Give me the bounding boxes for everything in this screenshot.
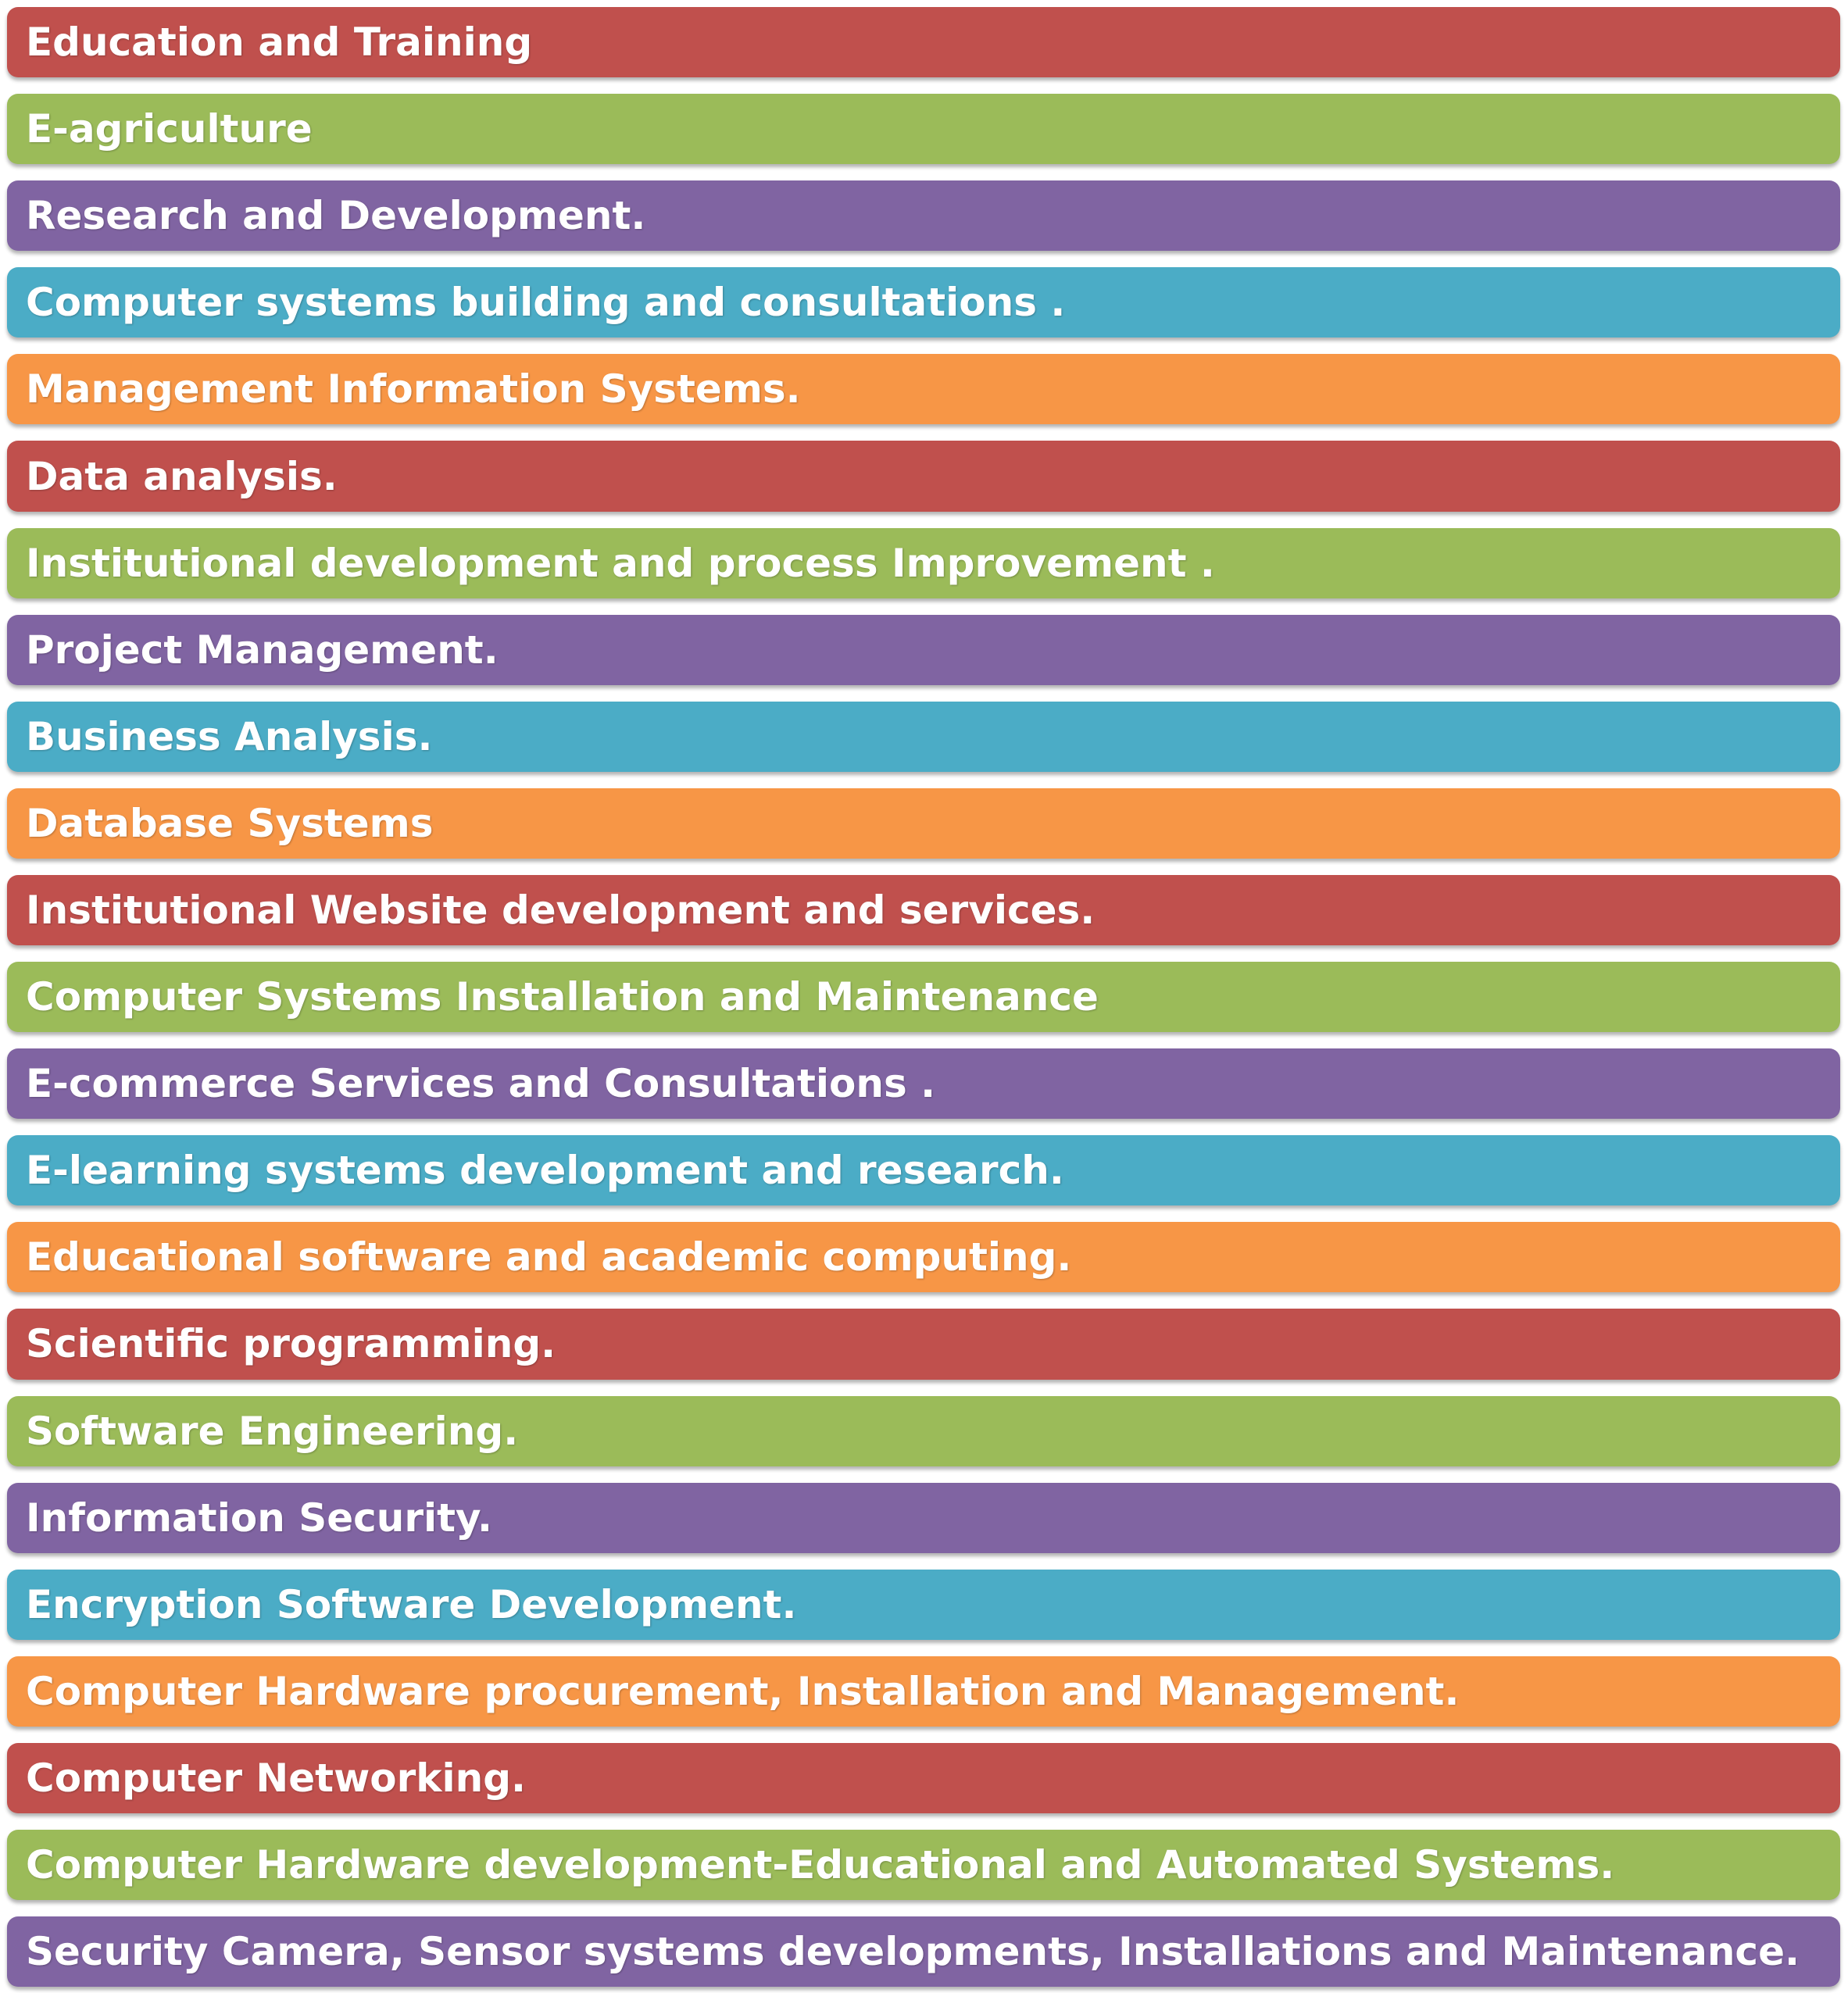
- list-item: [7, 441, 1840, 511]
- list-item: [7, 1743, 1840, 1813]
- list-item-label: Institutional development and process Improvement .: [26, 540, 1215, 586]
- list-item-label: Security Camera, Sensor systems developments, Installations and Maintenance.: [26, 1929, 1800, 1975]
- list-item-label: Educational software and academic computing.: [26, 1234, 1072, 1280]
- list-item: [7, 1048, 1840, 1119]
- list-item: [7, 1222, 1840, 1292]
- list-item: [7, 788, 1840, 859]
- list-item-label: E-commerce Services and Consultations .: [26, 1061, 936, 1107]
- list-item: [7, 1309, 1840, 1379]
- list-item-label: Management Information Systems.: [26, 366, 801, 413]
- list-item-label: Computer Networking.: [26, 1755, 527, 1801]
- services-list: [7, 7, 1840, 1987]
- list-item-label: Software Engineering.: [26, 1408, 519, 1454]
- list-item-label: Data analysis.: [26, 453, 338, 499]
- list-item: [7, 615, 1840, 685]
- list-item: [7, 875, 1840, 945]
- list-item-label: Computer Systems Installation and Maintenance: [26, 974, 1099, 1020]
- list-item-label: Information Security.: [26, 1495, 493, 1541]
- list-item: [7, 1656, 1840, 1727]
- list-item-label: Computer systems building and consultations .: [26, 280, 1066, 326]
- list-item-label: Computer Hardware development-Educational and Automated Systems.: [26, 1842, 1615, 1888]
- list-item-label: Business Analysis.: [26, 713, 433, 759]
- list-item-label: Education and Training: [26, 20, 533, 66]
- list-item: [7, 267, 1840, 338]
- list-item: [7, 1916, 1840, 1987]
- list-item-label: Project Management.: [26, 627, 499, 673]
- list-item: [7, 702, 1840, 772]
- list-item-label: Research and Development.: [26, 193, 646, 239]
- list-item-label: Institutional Website development and services.: [26, 887, 1096, 933]
- list-item-label: Computer Hardware procurement, Installation and Management.: [26, 1668, 1460, 1714]
- list-item: [7, 7, 1840, 77]
- list-item: [7, 1135, 1840, 1205]
- list-item-label: E-agriculture: [26, 106, 313, 152]
- list-item: [7, 180, 1840, 251]
- list-item: [7, 94, 1840, 164]
- list-item-label: Scientific programming.: [26, 1321, 556, 1367]
- list-item-label: E-learning systems development and research.: [26, 1148, 1064, 1194]
- list-item: [7, 354, 1840, 424]
- list-item: [7, 528, 1840, 598]
- list-item: [7, 1396, 1840, 1466]
- list-item: [7, 1570, 1840, 1640]
- list-item-label: Encryption Software Development.: [26, 1581, 797, 1627]
- list-item: [7, 962, 1840, 1032]
- list-item-label: Database Systems: [26, 800, 434, 846]
- list-item: [7, 1830, 1840, 1900]
- list-item: [7, 1483, 1840, 1553]
